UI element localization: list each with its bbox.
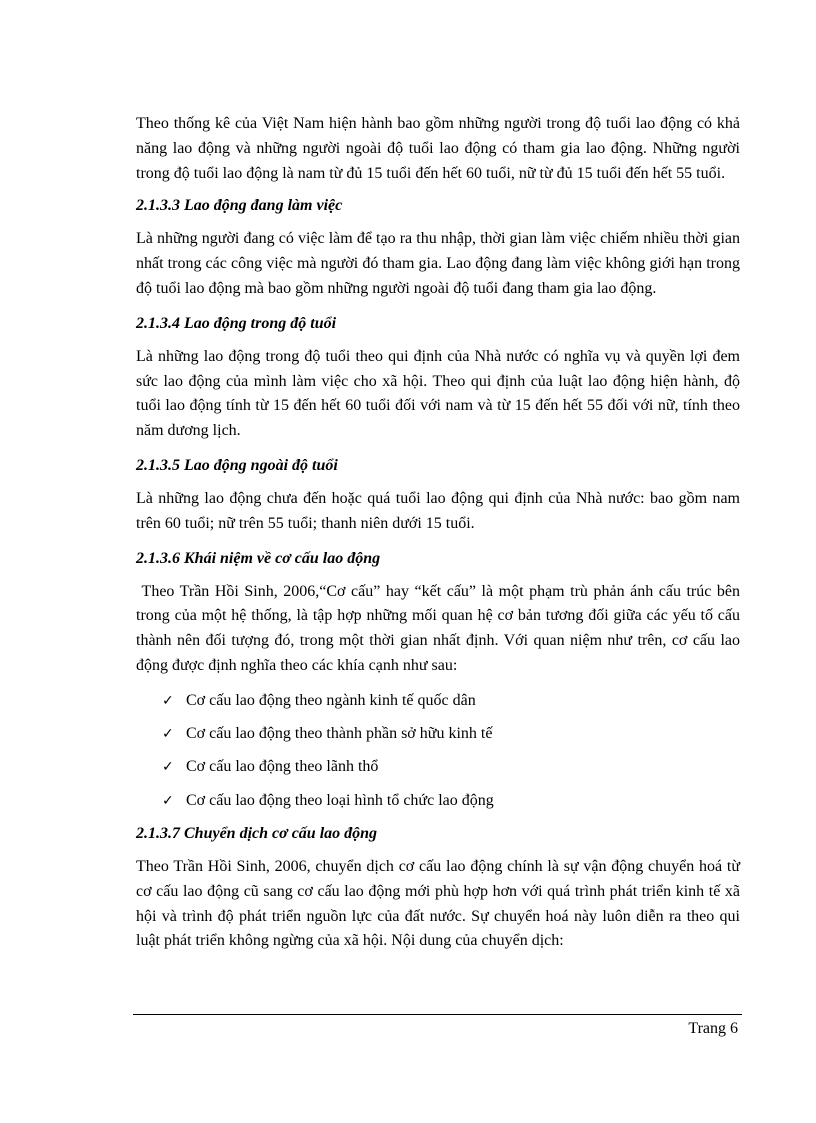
list-item-text: Cơ cấu lao động theo ngành kinh tế quốc dân <box>186 691 476 709</box>
list-item-text: Cơ cấu lao động theo thành phần sở hữu kinh tế <box>186 725 493 743</box>
page-number: Trang 6 <box>688 1020 738 1037</box>
checkmark-icon: ✓ <box>162 726 174 743</box>
section-heading-2-1-3-4: 2.1.3.4 Lao động trong độ tuổi <box>136 314 337 332</box>
list-item-text: Cơ cấu lao động theo lãnh thổ <box>186 758 379 776</box>
section-heading-2-1-3-3: 2.1.3.3 Lao động đang làm việc <box>136 197 343 215</box>
section-heading-2-1-3-7: 2.1.3.7 Chuyển dịch cơ cấu lao động <box>136 824 378 842</box>
checklist <box>136 690 740 812</box>
list-item <box>136 790 740 812</box>
section-heading-2-1-3-5: 2.1.3.5 Lao động ngoài độ tuổi <box>136 456 338 474</box>
section-body-2-1-3-4: Là những lao động trong độ tuổi theo qui định của Nhà nước có nghĩa vụ và quyền lợi đem sức lao động của mình làm việc cho xã hội. Theo qui định của luật lao động hiện hành, độ tuổi lao động tính từ 15 đến hết 60 tuổi đối với nam và từ 15 đến hết 55 đối với nữ, tính theo năm dương lịch. <box>136 347 740 440</box>
intro-paragraph: Theo thống kê của Việt Nam hiện hành bao gồm những người trong độ tuổi lao động có khả năng lao động và những người ngoài độ tuổi lao động có tham gia lao động. Những người trong độ tuổi lao động là nam từ đủ 15 tuổi đến hết 60 tuổi, nữ từ đủ 15 tuổi đến hết 55 tuổi. <box>136 115 740 182</box>
list-item-text: Cơ cấu lao động theo loại hình tổ chức lao động <box>186 791 494 809</box>
section-body-2-1-3-5: Là những lao động chưa đến hoặc quá tuổi lao động qui định của Nhà nước: bao gồm nam trên 60 tuổi; nữ trên 55 tuổi; thanh niên dưới 15 tuổi. <box>136 489 740 532</box>
document-page <box>136 112 745 965</box>
list-item <box>136 756 740 778</box>
section-body-2-1-3-3: Là những người đang có việc làm để tạo ra thu nhập, thời gian làm việc chiếm nhiều thời gian nhất trong các công việc mà người đó tham gia. Lao động đang làm việc không giới hạn trong độ tuổi lao động mà bao gồm những người ngoài độ tuổi đang tham gia lao động. <box>136 230 740 297</box>
checkmark-icon: ✓ <box>162 692 174 709</box>
checkmark-icon: ✓ <box>162 759 174 776</box>
footer-divider <box>133 1014 742 1015</box>
section-body-2-1-3-6: Theo Trần Hồi Sinh, 2006,“Cơ cấu” hay “kết cấu” là một phạm trù phản ánh cấu trúc bên trong của một hệ thống, là tập hợp những mối quan hệ cơ bản tương đối giữa các yếu tố cấu thành nên đối tượng đó, trong một thời gian nhất định. Với quan niệm như trên, cơ cấu lao động được định nghĩa theo các khía cạnh như sau: <box>136 582 745 674</box>
section-heading-2-1-3-6: 2.1.3.6 Khái niệm về cơ cấu lao động <box>136 549 381 567</box>
list-item <box>136 723 740 745</box>
checkmark-icon: ✓ <box>162 792 174 809</box>
section-body-2-1-3-7: Theo Trần Hồi Sinh, 2006, chuyển dịch cơ cấu lao động chính là sự vận động chuyển hoá từ cơ cấu lao động cũ sang cơ cấu lao động mới phù hợp hơn với quá trình phát triển kinh tế xã hội và trình độ phát triển nguồn lực của đất nước. Sự chuyển hoá này luôn diễn ra theo qui luật phát triển không ngừng của xã hội. Nội dung của chuyển dịch: <box>136 857 740 950</box>
list-item <box>136 690 740 712</box>
